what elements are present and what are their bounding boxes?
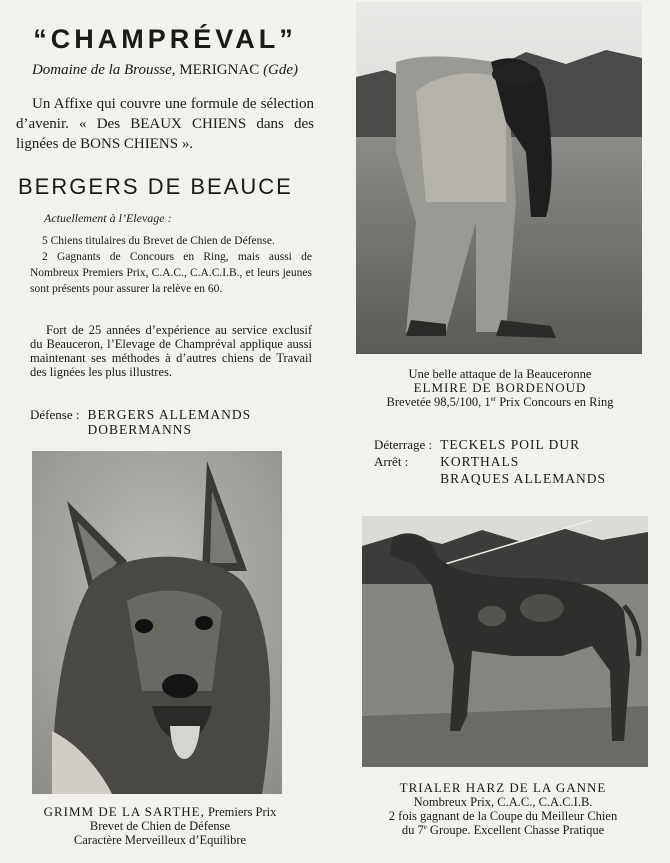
intro-text: Un Affixe qui couvre une formule de sélection d’avenir. « Des BEAUX CHIENS dans des lignées de BONS CHIENS ». (16, 96, 314, 152)
caption-text: Prix Concours en Ring (496, 395, 614, 409)
caption-text: Brevetée 98,5/100, 1 (386, 395, 491, 409)
arret-label: Arrêt : (374, 454, 409, 469)
page-title: “CHAMPRÉVAL” (33, 24, 297, 54)
caption-text: du 7 (401, 823, 424, 837)
caption-harz (346, 781, 660, 837)
caption-grimm (10, 805, 310, 847)
elevage-label: Actuellement à l’Elevage : (44, 211, 172, 225)
defense-label: Défense : (30, 407, 80, 422)
other-breeds-block (374, 436, 606, 487)
dog-name-elmire: ELMIRE DE BORDENOUD (413, 380, 587, 395)
harz-photo-illustration (362, 516, 648, 767)
subtitle-place: MERIGNAC (179, 62, 260, 78)
arret-value: BRAQUES ALLEMANDS (440, 471, 606, 486)
dog-name-grimm: GRIMM DE LA SARTHE, (43, 804, 205, 819)
caption-line: Brevet de Chien de Défense (89, 819, 231, 833)
elevage-line: 2 Gagnants de Concours en Ring, mais aussi de Nombreux Premiers Prix, C.A.C., C.A.C.I.B., et leurs jeunes sont présents pour assurer la relève en 60. (30, 251, 312, 295)
caption-line: Une belle attaque de la Beauceronne (408, 367, 592, 381)
caption-line: 2 fois gagnant de la Coupe du Meilleur Chien (388, 809, 618, 823)
deterrage-label: Déterrage : (374, 437, 433, 452)
caption-line: Caractère Merveilleux d’Equilibre (73, 833, 247, 847)
caption-text: Groupe. Excellent Chasse Pratique (426, 823, 605, 837)
subtitle-region: (Gde) (263, 62, 299, 78)
caption-sup: er (490, 394, 497, 403)
arret-value: KORTHALS (440, 454, 520, 469)
defense-block (30, 407, 251, 437)
caption-attack (350, 367, 650, 409)
photo-harz (362, 516, 648, 767)
caption-line (350, 395, 650, 409)
dog-name-harz: TRIALER HARZ DE LA GANNE (399, 780, 607, 795)
caption-line (10, 805, 310, 819)
caption-text: Premiers Prix (204, 805, 277, 819)
caption-line (346, 823, 660, 837)
photo-attack (356, 2, 642, 354)
experience-text: Fort de 25 années d’expérience au service exclusif du Beauceron, l’Elevage de Champréval applique aussi maintenant ses méthodes à d’autres chiens de Travail des lignées les plus illustres. (30, 323, 312, 379)
elevage-line: 5 Chiens titulaires du Brevet de Chien de Défense. (42, 235, 275, 247)
caption-line: Nombreux Prix, C.A.C., C.A.C.I.B. (413, 795, 593, 809)
photo-grimm (32, 451, 282, 794)
deterrage-value: TECKELS POIL DUR (440, 437, 581, 452)
defense-value: DOBERMANNS (87, 422, 192, 437)
section-heading: BERGERS DE BEAUCE (18, 174, 293, 199)
caption-sup: e (423, 822, 427, 831)
attack-photo-illustration (356, 2, 642, 354)
subtitle (0, 62, 330, 79)
elevage-list (30, 233, 312, 297)
defense-value: BERGERS ALLEMANDS (87, 407, 252, 422)
grimm-photo-illustration (32, 451, 282, 794)
subtitle-domain: Domaine de la Brousse, (31, 62, 176, 78)
